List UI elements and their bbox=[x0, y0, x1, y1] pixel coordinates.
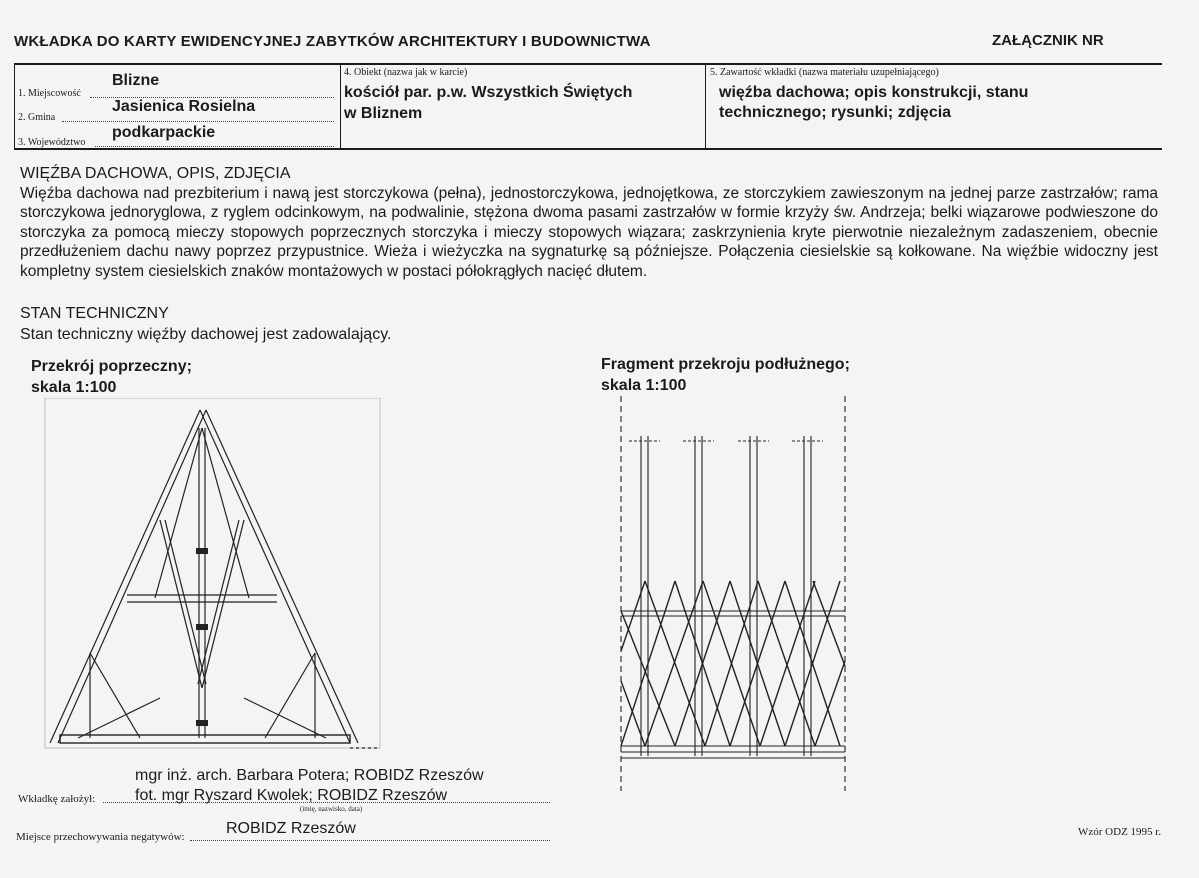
content-label: 5. Zawartość wkładki (nazwa materiału uzupełniającego) bbox=[710, 67, 939, 78]
template-label: Wzór ODZ 1995 r. bbox=[1078, 826, 1162, 838]
object-line-1: kościół par. p.w. Wszystkich Świętych bbox=[344, 84, 633, 101]
description-text: Więźba dachowa nad prezbiterium i nawą jest storczykowa (pełna), jednostorczykowa, jednojętkowa, ze storczykiem zawieszonym na jednej parze zastrzałów; rama storczykowa jednoryglowa, z ryglem odcinkowym, na podwalinie, stężona dwoma pasami zastrzałów w formie krzyży św. Andrzeja; belki wiązarowe podwieszone do storczyka za pomocą mieczy stopowych poprzecznych storczyka i mieczy stopowych wiązara; zaskrzynienia kryte pierwotnie niezależnym zadaszeniem, obecnie przedłużeniem dachu nawy poprzez przypustnice. Wieża i wieżyczka na sygnaturkę są późniejsze. Połączenia ciesielskie są kołkowane. Na więźbie widoczny jest kompletny system ciesielskich znaków montażowych w postaci półokrągłych nacięć dłutem. bbox=[20, 185, 1158, 280]
table-divider-1 bbox=[340, 63, 341, 149]
cross-section-drawing bbox=[30, 398, 385, 758]
locality-label: 1. Miejscowość bbox=[18, 88, 81, 99]
table-left-border bbox=[14, 63, 15, 149]
heading-technical-state: STAN TECHNICZNY bbox=[20, 305, 169, 322]
description-paragraph bbox=[20, 184, 1158, 281]
longitudinal-section-scale: skala 1:100 bbox=[601, 377, 687, 394]
cross-section-scale: skala 1:100 bbox=[31, 379, 117, 396]
table-bottom-border bbox=[14, 148, 1162, 150]
content-line-2: technicznego; rysunki; zdjęcia bbox=[719, 104, 952, 121]
cross-section-title: Przekrój poprzeczny; bbox=[31, 358, 192, 375]
voivodeship-label: 3. Województwo bbox=[18, 137, 86, 148]
locality-value: Blizne bbox=[112, 72, 160, 89]
storage-dots bbox=[190, 840, 550, 841]
content-line-1: więźba dachowa; opis konstrukcji, stanu bbox=[719, 84, 1029, 101]
annex-label: ZAŁĄCZNIK NR bbox=[992, 32, 1104, 49]
author-line-1: mgr inż. arch. Barbara Potera; ROBIDZ Rzeszów bbox=[135, 767, 484, 784]
commune-label: 2. Gmina bbox=[18, 112, 56, 123]
voivodeship-value: podkarpackie bbox=[112, 124, 216, 141]
object-label: 4. Obiekt (nazwa jak w karcie) bbox=[344, 67, 468, 78]
commune-dots bbox=[62, 121, 334, 122]
table-divider-2 bbox=[705, 63, 706, 149]
commune-value: Jasienica Rosielna bbox=[112, 98, 256, 115]
longitudinal-section-title: Fragment przekroju podłużnego; bbox=[601, 356, 850, 373]
form-title: WKŁADKA DO KARTY EWIDENCYJNEJ ZABYTKÓW ARCHITEKTURY I BUDOWNICTWA bbox=[14, 33, 651, 50]
author-label: Wkładkę założył: bbox=[18, 793, 96, 805]
table-top-border bbox=[14, 63, 1162, 65]
technical-state-text: Stan techniczny więźby dachowej jest zadowalający. bbox=[20, 326, 392, 343]
storage-label: Miejsce przechowywania negatywów: bbox=[16, 831, 185, 843]
object-line-2: w Bliznem bbox=[344, 105, 423, 122]
longitudinal-section-drawing bbox=[615, 396, 850, 791]
storage-value: ROBIDZ Rzeszów bbox=[226, 820, 356, 837]
heading-roof-truss: WIĘŹBA DACHOWA, OPIS, ZDJĘCIA bbox=[20, 165, 291, 182]
author-line-2: fot. mgr Ryszard Kwolek; ROBIDZ Rzeszów bbox=[135, 787, 448, 804]
voivodeship-dots bbox=[95, 146, 334, 147]
author-hint: (imię, nazwisko, data) bbox=[300, 805, 363, 813]
